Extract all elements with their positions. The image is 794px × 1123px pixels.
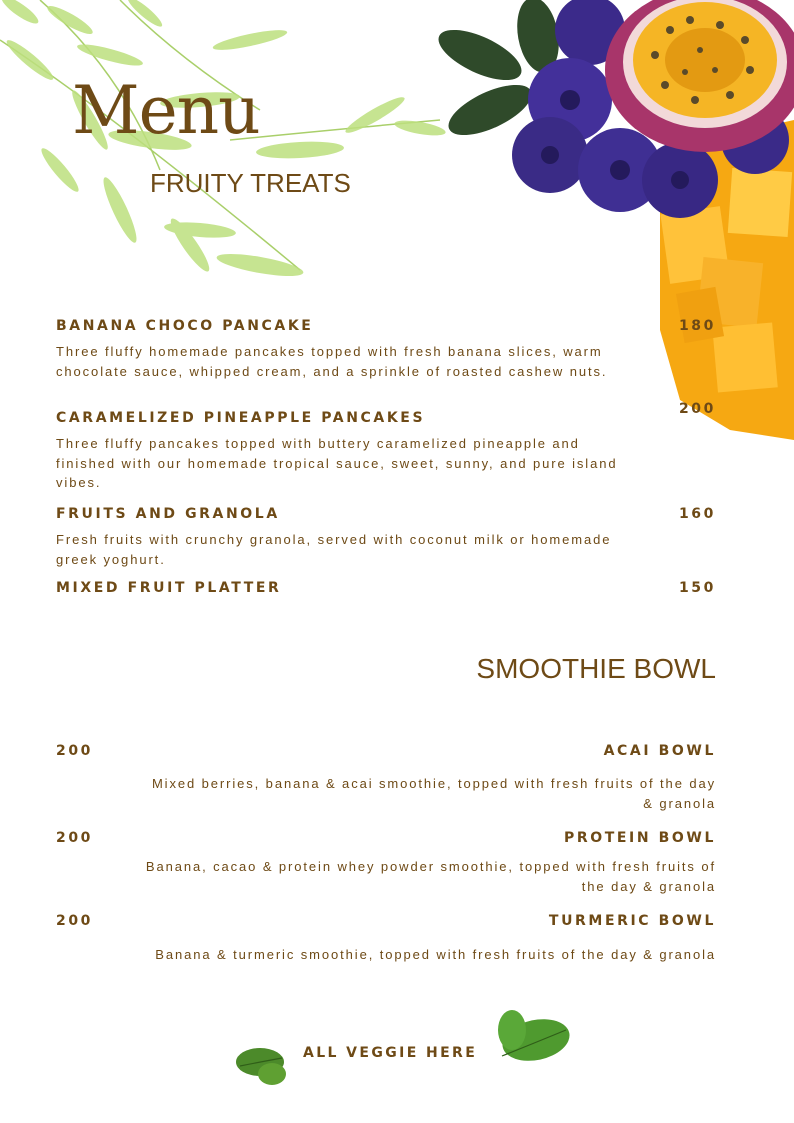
basil-leaf-right-icon <box>496 1008 572 1066</box>
section-title-fruity-treats: FRUITY TREATS <box>150 168 351 198</box>
item-name-banana-choco-pancake: BANANA CHOCO PANCAKE <box>56 318 314 334</box>
footer-tagline: ALL VEGGIE HERE <box>303 1045 478 1061</box>
item-name-mixed-fruit-platter: MIXED FRUIT PLATTER <box>56 580 282 596</box>
item-description-protein-bowl: Banana, cacao & protein whey powder smoothie, topped with fresh fruits of the day & granola <box>145 859 716 894</box>
item-description-turmeric-bowl: Banana & turmeric smoothie, topped with fresh fruits of the day & granola <box>155 947 716 962</box>
menu-title: Menu <box>72 72 260 149</box>
item-price-turmeric-bowl: 200 <box>56 913 94 929</box>
item-description-fruits-and-granola: Fresh fruits with crunchy granola, served with coconut milk or homemade greek yoghurt. <box>56 532 612 567</box>
item-name-turmeric-bowl: TURMERIC BOWL <box>548 913 716 929</box>
willow-leaves-illustration <box>0 0 460 300</box>
item-name-caramelized-pineapple-pancakes: CARAMELIZED PINEAPPLE PANCAKES <box>56 410 426 426</box>
passion-fruit-icon <box>605 0 794 152</box>
item-description-banana-choco-pancake: Three fluffy homemade pancakes topped with fresh banana slices, warm chocolate sauce, whipped cream, and a sprinkle of roasted cashew nuts. <box>56 344 608 379</box>
item-description-caramelized-pineapple-pancakes: Three fluffy pancakes topped with buttery caramelized pineapple and finished with our homemade tropical sauce, sweet, sunny, and pure island vibes. <box>56 436 618 490</box>
item-name-fruits-and-granola: FRUITS AND GRANOLA <box>56 506 280 522</box>
section-title-smoothie-bowl: SMOOTHIE BOWL <box>476 653 716 684</box>
item-price-mixed-fruit-platter: 150 <box>678 580 716 596</box>
item-price-fruits-and-granola: 160 <box>678 506 716 522</box>
item-description-acai-bowl: Mixed berries, banana & acai smoothie, topped with fresh fruits of the day & granola <box>151 776 716 811</box>
item-price-caramelized-pineapple-pancakes: 200 <box>678 401 716 417</box>
basil-leaf-left-icon <box>236 1044 292 1088</box>
item-price-protein-bowl: 200 <box>56 830 94 846</box>
item-name-acai-bowl: ACAI BOWL <box>603 743 716 759</box>
fruit-cluster-illustration <box>430 0 794 450</box>
item-price-banana-choco-pancake: 180 <box>678 318 716 334</box>
item-price-acai-bowl: 200 <box>56 743 94 759</box>
item-name-protein-bowl: PROTEIN BOWL <box>564 830 716 846</box>
